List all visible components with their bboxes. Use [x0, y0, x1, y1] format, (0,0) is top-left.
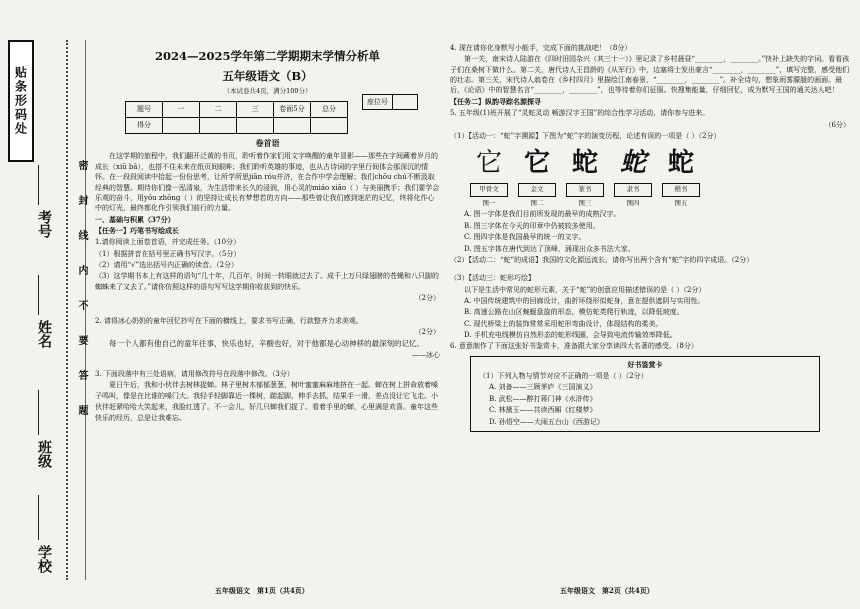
question-5-points: （6分）: [824, 120, 850, 129]
table-row: [126, 101, 348, 117]
question-2-points: （2分）: [414, 327, 440, 336]
line-school[interactable]: [38, 495, 39, 540]
glyph-caption: 图一: [482, 198, 496, 207]
activity-1: （1）【活动一：“蛇”字溯源】下图为“蛇”字的演变历程，论述有误的一项是（ ）（2分）: [450, 131, 721, 140]
barcode-stamp: 贴条形码处: [8, 40, 34, 162]
option: D. 图五字体在唐代到达了顶峰，涌现出众多书法大家。: [464, 244, 635, 253]
book-card-item: A. 刘备——三顾茅庐《三国演义》: [489, 383, 597, 392]
exam-subtitle: 五年级语文（B）: [222, 69, 313, 84]
book-card-item: C. 林黛玉——共读西厢《红楼梦》: [489, 406, 597, 415]
book-card-title: 好书鉴赏卡: [627, 359, 663, 369]
score-cell[interactable]: [311, 117, 348, 133]
book-card: [470, 356, 820, 432]
question-4-text: 第一关，南宋诗人陆游在《四时田园杂兴（其三十一）》里记录了乡村晨昼“________，________。”快补上缺失的字词。看看孩子们在桑树下做什么。第二关，唐代诗人王昌龄的《从军行》中，边塞将士发出豪言“________，________”，填写完整，感受他们的壮志。第三关，宋代诗人翁卷在《乡村四月》里描绘江南春景，“________，________”。补全诗句，想象雨雾朦胧的画面。最后，《论语》中的智慧名言“________，________”，也等待着你们征服。快搜集能量，仔细回忆，成为默写王国的通关达人吧！: [450, 55, 850, 95]
glyph-item: [470, 145, 508, 208]
option: B. 图三字体在今天的印章中仍被较多使用。: [464, 221, 600, 230]
page-2: [450, 42, 850, 602]
table-cell: 卷面5分: [274, 101, 311, 117]
page-1-footer: 五年级语文 第1页（共4页）: [215, 585, 309, 595]
intro-heading: 卷首语: [255, 137, 280, 148]
table-cell: 一: [163, 101, 200, 117]
seal-dotted-line: [66, 40, 68, 580]
table-row: [126, 117, 348, 133]
warning-char: 题: [76, 405, 87, 415]
question-3: 3. 下面段落中有三处语病，请用修改符号在段落中修改。（3分）: [95, 369, 294, 378]
warning-char: 答: [76, 370, 87, 380]
question-2-quote: 每一个人都有他自己的童年往事，快乐也好，辛酸也好，对于他都是心动神移的最深刻的记忆。: [109, 339, 424, 349]
score-table: [125, 101, 348, 134]
score-cell[interactable]: [274, 117, 311, 133]
warning-char: 要: [76, 335, 87, 345]
glyph-item: [518, 145, 556, 208]
question-1-3: （3）这学期书本上有这样的语句“几十年，几百年，时间一转眼就过去了。成千上万只绿翅膀的苍蝇和八只脚的蜘蛛来了又去了。”请你仿照这样的语句写写这学期你收获到的快乐。: [95, 272, 440, 291]
option: B. 高速公路在山区蜿蜒盘旋的形态，模仿蛇类爬行轨迹，以降低坡度。: [464, 308, 684, 317]
seat-box[interactable]: [393, 94, 418, 110]
question-3-passage: 夏日午后，我和小伙伴去树林捉蝉。林子里树木郁郁葱葱，树叶蜜蜜麻麻地挤在一起。蝉在树上拼命放着嗓子鸣叫，像是在比谁的嗓门大。我轻手轻脚靠近一棵树，踮起脚，伸手去抓，结果手一滑，差点没让它飞走。小伙伴赶紧哈哈大笑起来，我脸红透了。不一会儿，好几只蝉我们捉了。看着手里的蝉，心里满是欢喜。童年这些快乐的经历，总是让我难忘。: [95, 381, 438, 423]
glyph-script: 金文: [518, 183, 556, 197]
warning-char: 内: [76, 265, 87, 275]
label-school: 学校: [36, 545, 52, 573]
warning-char: 封: [76, 195, 87, 205]
warning-char: 线: [76, 230, 87, 240]
score-cell[interactable]: [163, 117, 200, 133]
option: A. 中国传统建筑中的回廊设计，曲折环绕形似蛇身，意在提供遮阴与实用性。: [464, 296, 705, 305]
question-1: 1.请你阅读上面卷首语，并完成任务。（10分）: [95, 238, 241, 247]
option: A. 图一字体是我们目前所发现的最早的成熟汉字。: [464, 210, 621, 219]
line-name[interactable]: [38, 275, 39, 315]
task1-heading: 【任务一】巧笔书写绘成长: [95, 225, 179, 235]
seat-number: [362, 94, 418, 110]
glyph-caption: 图五: [674, 198, 688, 207]
table-cell: 总分: [311, 101, 348, 117]
seat-label: 座位号: [362, 94, 393, 110]
question-4: 4. 现在请你化身默写小能手，完成下面的挑战吧！（8分）: [450, 44, 632, 52]
page-2-footer: 五年级语文 第2页（共4页）: [560, 585, 654, 595]
glyph-caption: 图四: [626, 198, 640, 207]
book-card-item: B. 武松——醉打蒋门神《水浒传》: [489, 394, 597, 403]
glyph-char: 蛇: [619, 148, 646, 179]
question-5: 5. 五年级(1)班开展了“灵蛇灵动 畅游汉字王国”的综合性学习活动，请你参与进来。: [450, 109, 710, 118]
label-class: 班级: [36, 440, 52, 468]
option: C. 现代桥梁上的装饰常常采用蛇形弯曲设计，体现结构的柔美。: [464, 319, 663, 328]
book-card-item: D. 孙悟空——大闹五台山《西游记》: [489, 417, 604, 426]
glyph-char: 它: [475, 148, 502, 179]
glyph-item: [614, 145, 652, 208]
label-exam-number: 考号: [36, 210, 52, 238]
line-class[interactable]: [38, 390, 39, 435]
warning-char: 密: [76, 160, 87, 170]
glyph-char: 蛇: [667, 148, 694, 179]
option: C. 图四字体是我国最早的统一的文字。: [464, 233, 586, 242]
table-cell: 三: [237, 101, 274, 117]
page-1: [95, 42, 440, 602]
table-cell: 得分: [126, 117, 163, 133]
activity-2: （2）【活动二：“蛇”的成语】我国的文化源远流长，请你写出两个含有“蛇”字的四字成语。（2分）: [450, 255, 754, 264]
score-cell[interactable]: [237, 117, 274, 133]
binding-margin: [0, 0, 90, 609]
glyph-caption: 图二: [530, 198, 544, 207]
table-cell: 二: [200, 101, 237, 117]
glyph-caption: 图三: [578, 198, 592, 207]
glyph-script: 篆书: [566, 183, 604, 197]
exam-note: （本试卷共4页，满分100分）: [223, 87, 312, 96]
book-card-question: （1）下列人物与情节对应不正确的一项是（ ）（2分）: [479, 372, 648, 381]
activity-3: （3）【活动三：蛇形巧绘】: [450, 274, 535, 283]
glyph-char: 它: [523, 148, 550, 179]
intro-text: 在这学期的旅程中，我们翻开泛黄的书页，聆听着作家们用文字唤醒的童年冒影——那些在字间藏着岁月的成长（xiū bā），也搭不住未来在纸页间眼眸；我们聆听英雄的事迹，也从古诗词的字里行间体会那深沉的情怀。在一段段阅读中拾起一份份思考，让所学所思jiān róu并济，在合作中学会理解；我们chōu chú不断汲取经典的智慧。期待你们像一泓清泉，为生活带来长久的浸润，用心灵的miáo xiāo（ ）与美丽携手；我们要学会乐观的奋斗，用yǒu zhōng（ ）的坚持让成长有梦想若的方向——那些曾让我们感到迷茫的记忆，终将化作心中的灯光，最终都化作引领我们前行的力量。: [95, 152, 440, 213]
table-cell: 题号: [126, 101, 163, 117]
glyph-evolution: [470, 145, 850, 208]
glyph-script: 甲骨文: [470, 183, 508, 197]
label-name: 姓名: [36, 320, 52, 348]
glyph-item: [662, 145, 700, 208]
warning-char: 不: [76, 300, 87, 310]
question-2-signature: ——冰心: [412, 351, 440, 360]
question-2: 2. 请将冰心奶奶的童年回忆抄写在下面的横线上，要求书写正确，行款整齐力求美观。: [95, 316, 363, 325]
question-1-3-points: （2分）: [414, 294, 440, 303]
part1-heading: 一、基础与积累（37分）: [95, 214, 175, 224]
glyph-item: [566, 145, 604, 208]
question-1-2: （2）请用“√”选出括号内正确的读音。（2分）: [95, 261, 239, 270]
glyph-script: 隶书: [614, 183, 652, 197]
line-exam-number[interactable]: [38, 165, 39, 205]
question-1-1: （1）根据拼音在括号里正确书写汉字。（5分）: [95, 249, 241, 258]
exam-title: 2024—2025学年第二学期期末学情分析单: [154, 49, 380, 63]
task2-heading: 【任务二】纵韵寻踪名源探寻: [450, 96, 541, 106]
question-6: 6. 意意制作了下面这张好书鉴赏卡，准备跟大家分享读四大名著的感受。（8分）: [450, 342, 698, 351]
cut-line: [85, 40, 86, 580]
score-cell[interactable]: [200, 117, 237, 133]
activity-3-text: 以下是生活中常见的蛇形元素，关于“蛇”的创意应用描述错误的是（ ）（2分）: [464, 285, 706, 294]
option: D. 手机充电线模仿自然形态的蛇形线圈，会导致电流传输效率降低。: [464, 331, 677, 340]
glyph-script: 楷书: [662, 183, 700, 197]
glyph-char: 蛇: [571, 148, 598, 179]
